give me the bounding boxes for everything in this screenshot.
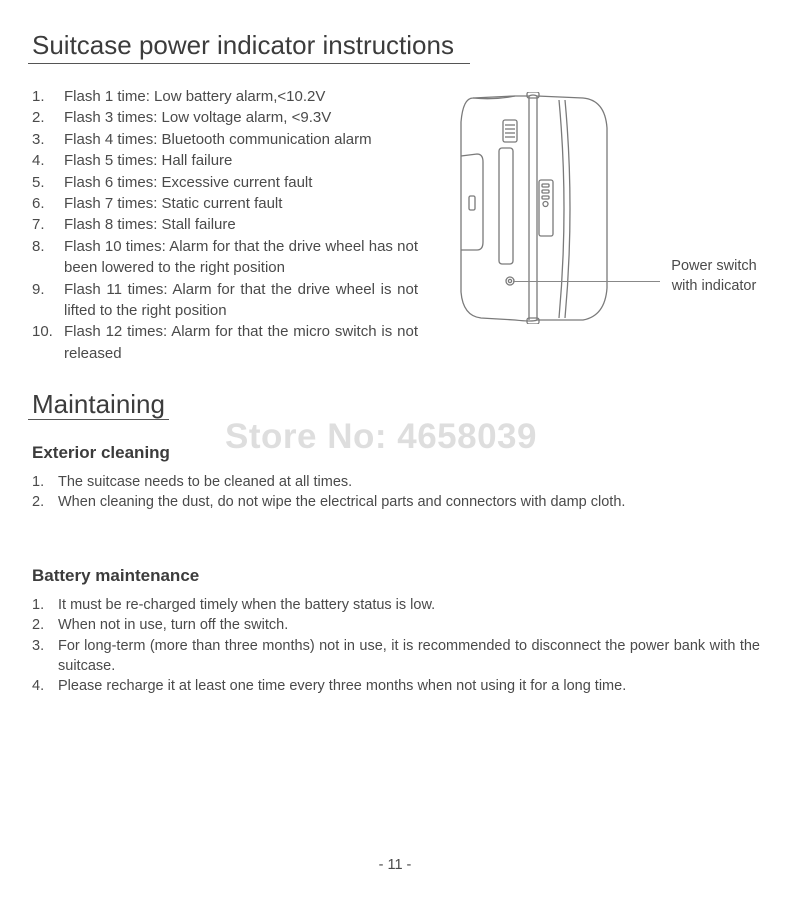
callout-line-2: with indicator <box>671 278 757 294</box>
item-number: 1. <box>32 597 45 613</box>
power-switch-callout <box>664 256 764 296</box>
item-number: 7. <box>32 216 45 234</box>
item-text: For long-term (more than three months) not in use, it is recommended to disconnect the power bank with the suitcase. <box>58 637 760 674</box>
item-number: 10. <box>32 323 53 341</box>
item-number: 6. <box>32 195 45 213</box>
usb-port <box>469 196 475 210</box>
item-text: When not in use, turn off the switch. <box>58 617 289 634</box>
side-handle <box>461 154 483 250</box>
list-item <box>32 172 418 193</box>
exterior-cleaning-list <box>32 472 760 513</box>
list-item <box>32 279 418 322</box>
item-text: Flash 4 times: Bluetooth communication alarm <box>64 130 372 148</box>
item-text: Flash 8 times: Stall failure <box>64 216 236 234</box>
item-text: It must be re-charged timely when the battery status is low. <box>58 597 436 613</box>
item-text: When cleaning the dust, do not wipe the electrical parts and connectors with damp cloth. <box>58 494 626 511</box>
seam-right-2 <box>565 100 570 318</box>
list-item <box>32 595 760 615</box>
page-title: Suitcase power indicator instructions <box>32 30 454 60</box>
callout-leader-line <box>513 281 660 282</box>
item-text: Flash 11 times: Alarm for that the drive wheel is not lifted to the right position <box>64 280 418 320</box>
item-number: 2. <box>32 494 45 511</box>
list-item <box>32 129 418 150</box>
exterior-cleaning-heading: Exterior cleaning <box>32 443 170 462</box>
item-text: Flash 12 times: Alarm for that the micro switch is not released <box>64 323 418 362</box>
vent-grille <box>503 120 517 142</box>
item-text: The suitcase needs to be cleaned at all times. <box>58 474 353 490</box>
list-item <box>32 236 418 279</box>
list-item <box>32 492 760 512</box>
item-number: 3. <box>32 637 45 654</box>
item-text: Flash 6 times: Excessive current fault <box>64 173 313 191</box>
seam-right-1 <box>559 100 564 318</box>
item-number: 5. <box>32 173 45 191</box>
page-number: - 11 - <box>378 857 412 873</box>
list-item <box>32 150 418 171</box>
title-underline <box>28 63 470 64</box>
item-text: Flash 7 times: Static current fault <box>64 195 283 213</box>
item-number: 2. <box>32 109 45 127</box>
list-item <box>32 636 760 677</box>
item-number: 1. <box>32 88 45 105</box>
item-text: Please recharge it at least one time every three months when not using it for a long time. <box>58 678 627 695</box>
item-text: Flash 3 times: Low voltage alarm, <9.3V <box>64 109 332 127</box>
list-item <box>32 193 418 214</box>
list-item <box>32 676 760 696</box>
battery-maintenance-heading: Battery maintenance <box>32 566 200 585</box>
item-number: 4. <box>32 152 45 170</box>
item-number: 2. <box>32 617 45 634</box>
maintaining-underline <box>28 419 169 420</box>
item-text: Flash 10 times: Alarm for that the drive wheel has not been lowered to the right position <box>64 237 418 277</box>
list-item <box>32 86 418 107</box>
item-number: 3. <box>32 130 45 148</box>
list-item <box>32 214 418 235</box>
maintaining-title: Maintaining <box>32 389 165 419</box>
item-text: Flash 1 time: Low battery alarm,<10.2V <box>64 88 326 105</box>
control-panel <box>539 180 553 236</box>
battery-maintenance-list <box>32 595 760 696</box>
list-item <box>32 107 418 128</box>
list-item <box>32 321 418 364</box>
alarm-list <box>32 86 418 364</box>
side-slot <box>499 148 513 264</box>
suitcase-side-diagram <box>455 92 615 324</box>
list-item <box>32 472 760 492</box>
list-item <box>32 615 760 635</box>
item-text: Flash 5 times: Hall failure <box>64 152 233 170</box>
item-number: 1. <box>32 474 45 490</box>
item-number: 4. <box>32 678 45 695</box>
item-number: 9. <box>32 280 45 298</box>
callout-line-1: Power switch <box>671 258 757 274</box>
item-number: 8. <box>32 237 45 255</box>
store-watermark: Store No: 4658039 <box>225 417 537 456</box>
